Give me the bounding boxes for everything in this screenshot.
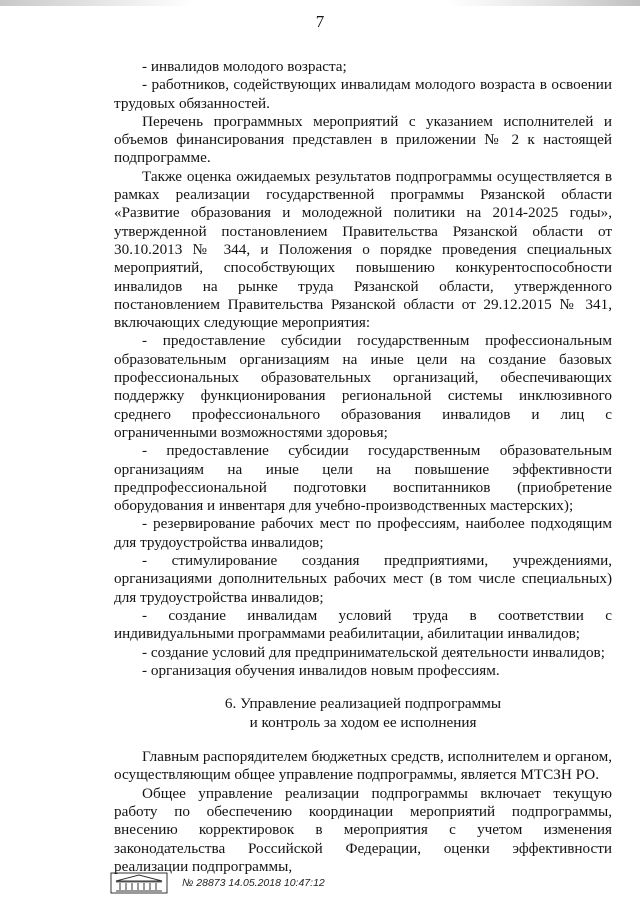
section-heading [114,694,612,732]
list-item: - работников, содействующих инвалидам молодого возраста в освоении трудовых обязанностей. [114,76,612,112]
list-item: - предоставление субсидии государственным образовательным организациям на иные цели на повышение эффективности предпрофессиональной подготовки воспитанников (приобретение оборудования и инвентаря для учебно-производственных мастерских); [114,442,612,515]
building-seal-icon [110,872,168,894]
footer [110,870,325,896]
list-item: - создание условий для предпринимательской деятельности инвалидов; [142,643,605,661]
registration-stamp: № 28873 14.05.2018 10:47:12 [182,877,325,889]
scan-edge [0,0,640,6]
list-item: - создание инвалидам условий труда в соответствии с индивидуальными программами реабилитации, абилитации инвалидов; [114,606,612,643]
list-item: - организация обучения инвалидов новым профессиям. [142,661,500,679]
list-item: - предоставление субсидии государственным профессиональным образовательным организациям на иные цели на создание базовых профессиональных образовательных организаций, обеспечивающих поддержку функционирования региональной системы инклюзивного среднего профессионального образования инвалидов и лиц с ограниченными возможностями здоровья; [114,332,612,441]
paragraph: Общее управление реализации подпрограммы включает текущую работу по обеспечению координации мероприятий подпрограммы, внесению корректировок в мероприятия с учетом изменения законодательства Российской Федерации, оценки эффективности реализации подпрограммы, [114,784,612,875]
page-number: 7 [315,12,325,31]
section-heading-line: 6. Управление реализацией подпрограммы [224,695,502,713]
paragraph: Также оценка ожидаемых результатов подпрограммы осуществляется в рамках реализации государственной программы Рязанской области «Развитие образования и молодежной политики на 2014-2025 годы», утвержденной постановлением Правительства Рязанской области от 30.10.2013 № 344, и Положения о порядке проведения специальных мероприятий, способствующих повышению конкурентоспособности инвалидов на рынке труда Рязанской области, утвержденного постановлением Правительства Рязанской области от 29.12.2015 № 341, включающих следующие мероприятия: [114,167,612,332]
paragraph: Перечень программных мероприятий с указанием исполнителей и объемов финансирования представлен в приложении № 2 к настоящей подпрограмме. [114,112,612,167]
list-item: - инвалидов молодого возраста; [142,58,347,75]
list-item: - стимулирование создания предприятиями, учреждениями, организациями дополнительных рабочих мест (в том числе специальных) для трудоустройства инвалидов; [114,552,612,606]
document-body [114,58,612,876]
section-heading-line: и контроль за ходом ее исполнения [249,714,477,732]
paragraph: Главным распорядителем бюджетных средств, исполнителем и органом, осуществляющим общее управление подпрограммы, является МТСЗН РО. [114,748,612,784]
list-item: - резервирование рабочих мест по профессиям, наиболее подходящим для трудоустройства инвалидов; [114,515,612,551]
